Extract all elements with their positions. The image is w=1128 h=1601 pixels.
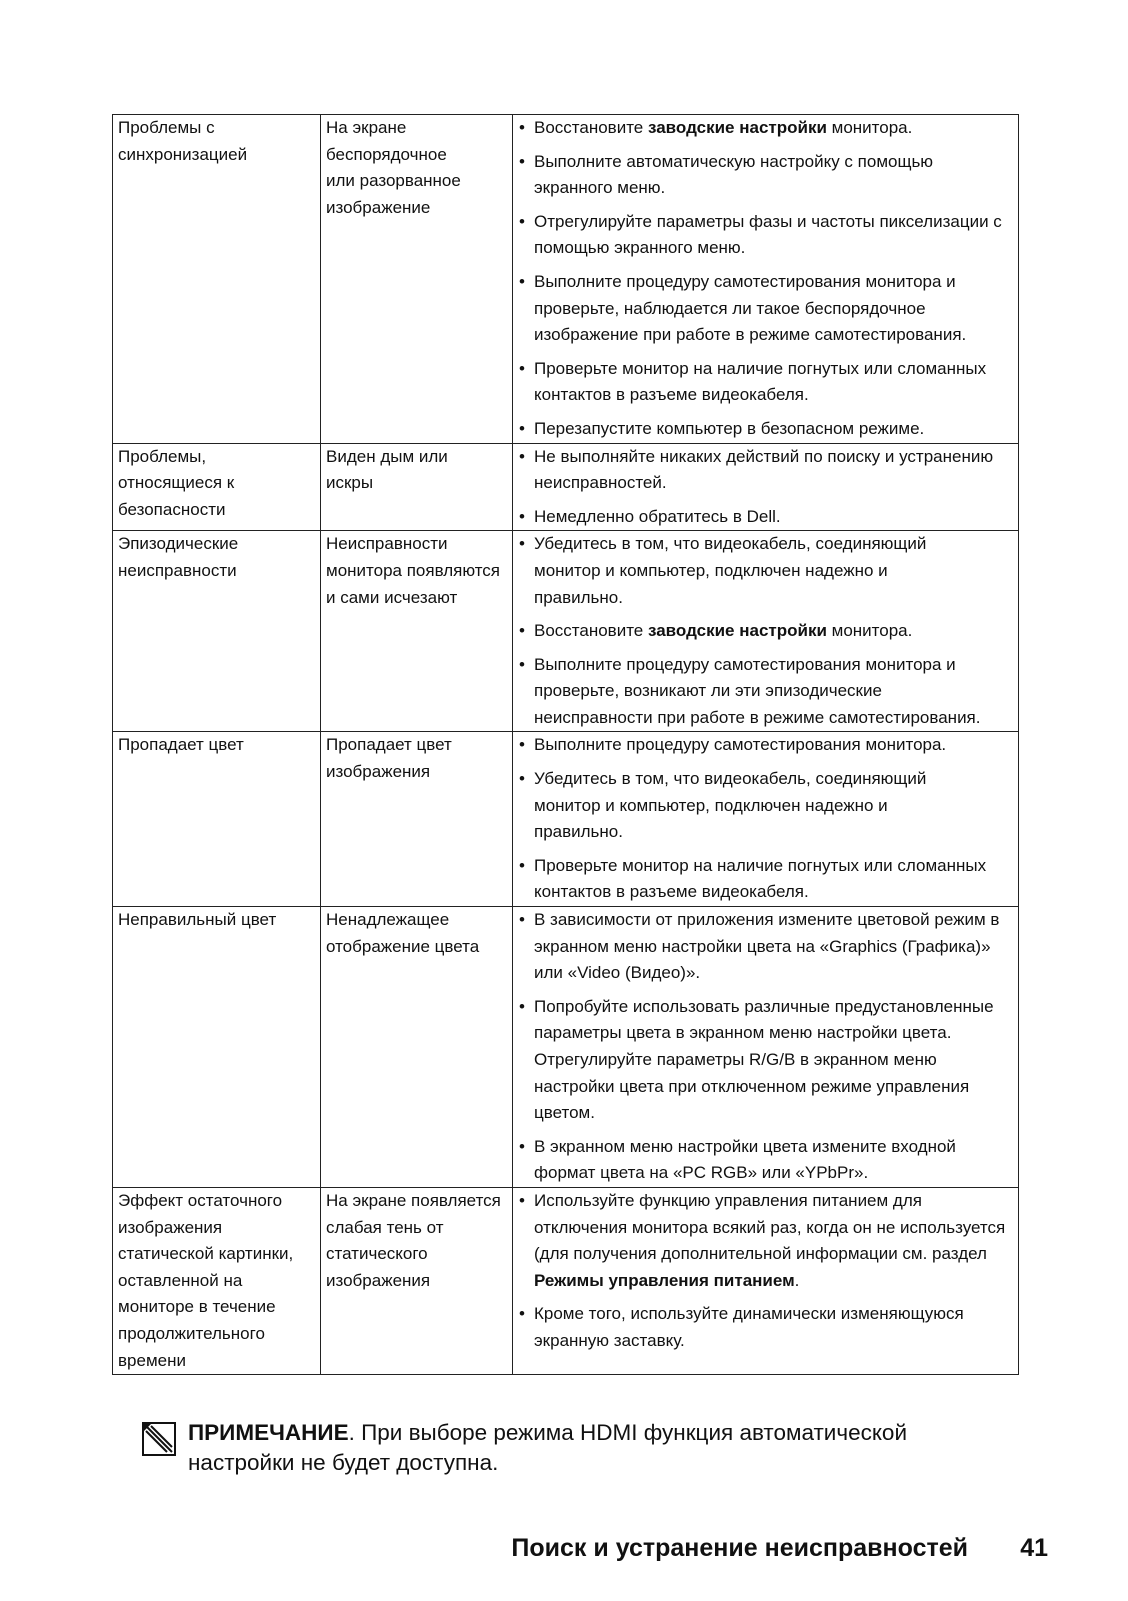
solutions-cell: [513, 531, 1019, 732]
problem-cell: Эпизодические неисправности: [113, 531, 321, 732]
page-footer: [0, 1534, 1128, 1570]
symptom-cell: На экране беспорядочное или разорванное изображение: [321, 115, 513, 444]
solutions-cell: [513, 732, 1019, 907]
problem-cell: Пропадает цвет: [113, 732, 321, 907]
symptom-cell: Пропадает цвет изображения: [321, 732, 513, 907]
symptom-cell: Виден дым или искры: [321, 443, 513, 531]
solution-item: • В экранном меню настройки цвета измените входной формат цвета на «PC RGB» или «YPbPr».: [518, 1134, 1014, 1187]
solution-item: • Проверьте монитор на наличие погнутых или сломанных контактов в разъеме видеокабеля.: [518, 853, 1014, 906]
problem-cell: Эффект остаточного изображения статической картинки, оставленной на мониторе в течение продолжительного времени: [113, 1187, 321, 1374]
note-text: [188, 1418, 1008, 1478]
solution-item: • Используйте функцию управления питанием для отключения монитора всякий раз, когда он не используется (для получения дополнительной информации см. раздел Режимы управления питанием.: [518, 1188, 1014, 1294]
symptom-cell: На экране появляется слабая тень от статического изображения: [321, 1187, 513, 1374]
solution-item: • Убедитесь в том, что видеокабель, соединяющий монитор и компьютер, подключен надежно и правильно.: [518, 766, 1014, 846]
solution-item: • Немедленно обратитесь в Dell.: [518, 504, 1014, 531]
table-row: [113, 1187, 1019, 1374]
solution-item: • Отрегулируйте параметры фазы и частоты пикселизации с помощью экранного меню.: [518, 209, 1014, 262]
note-pencil-icon: [142, 1422, 176, 1456]
troubleshooting-table: [112, 114, 1019, 1375]
problem-cell: Проблемы, относящиеся к безопасности: [113, 443, 321, 531]
table-row: [113, 443, 1019, 531]
problem-cell: Неправильный цвет: [113, 907, 321, 1188]
solutions-cell: [513, 1187, 1019, 1374]
table-row: [113, 732, 1019, 907]
solutions-cell: [513, 115, 1019, 444]
solution-item: • Попробуйте использовать различные предустановленные параметры цвета в экранном меню настройки цвета. Отрегулируйте параметры R/G/B в экранном меню настройки цвета при отключенном режиме управления цветом.: [518, 994, 1014, 1127]
solution-item: • Выполните автоматическую настройку с помощью экранного меню.: [518, 149, 1014, 202]
page-number: 41: [1020, 1534, 1048, 1562]
solution-item: • Перезапустите компьютер в безопасном режиме.: [518, 416, 1014, 443]
solution-item: • Проверьте монитор на наличие погнутых или сломанных контактов в разъеме видеокабеля.: [518, 356, 1014, 409]
solutions-cell: [513, 443, 1019, 531]
solution-item: • Восстановите заводские настройки монитора.: [518, 618, 1014, 645]
solution-item: • В зависимости от приложения измените цветовой режим в экранном меню настройки цвета на «Graphics (Графика)» или «Video (Видео)».: [518, 907, 1014, 987]
table-row: [113, 907, 1019, 1188]
note-label: ПРИМЕЧАНИЕ: [188, 1420, 349, 1445]
solutions-cell: [513, 907, 1019, 1188]
solution-item: • Кроме того, используйте динамически изменяющуюся экранную заставку.: [518, 1301, 1014, 1354]
solution-item: • Выполните процедуру самотестирования монитора и проверьте, возникают ли эти эпизодические неисправности при работе в режиме самотестирования.: [518, 652, 1014, 732]
solution-item: • Убедитесь в том, что видеокабель, соединяющий монитор и компьютер, подключен надежно и правильно.: [518, 531, 1014, 611]
symptom-cell: Неисправности монитора появляются и сами исчезают: [321, 531, 513, 732]
footer-section-title: Поиск и устранение неисправностей: [511, 1534, 968, 1562]
problem-cell: Проблемы с синхронизацией: [113, 115, 321, 444]
table-row: [113, 115, 1019, 444]
solution-item: • Не выполняйте никаких действий по поиску и устранению неисправностей.: [518, 444, 1014, 497]
table-row: [113, 531, 1019, 732]
note-body: . При выборе режима HDMI функция автоматической настройки не будет доступна.: [188, 1420, 908, 1475]
solution-item: • Выполните процедуру самотестирования монитора.: [518, 732, 1014, 759]
solution-item: • Восстановите заводские настройки монитора.: [518, 115, 1014, 142]
symptom-cell: Ненадлежащее отображение цвета: [321, 907, 513, 1188]
solution-item: • Выполните процедуру самотестирования монитора и проверьте, наблюдается ли такое беспорядочное изображение при работе в режиме самотестирования.: [518, 269, 1014, 349]
